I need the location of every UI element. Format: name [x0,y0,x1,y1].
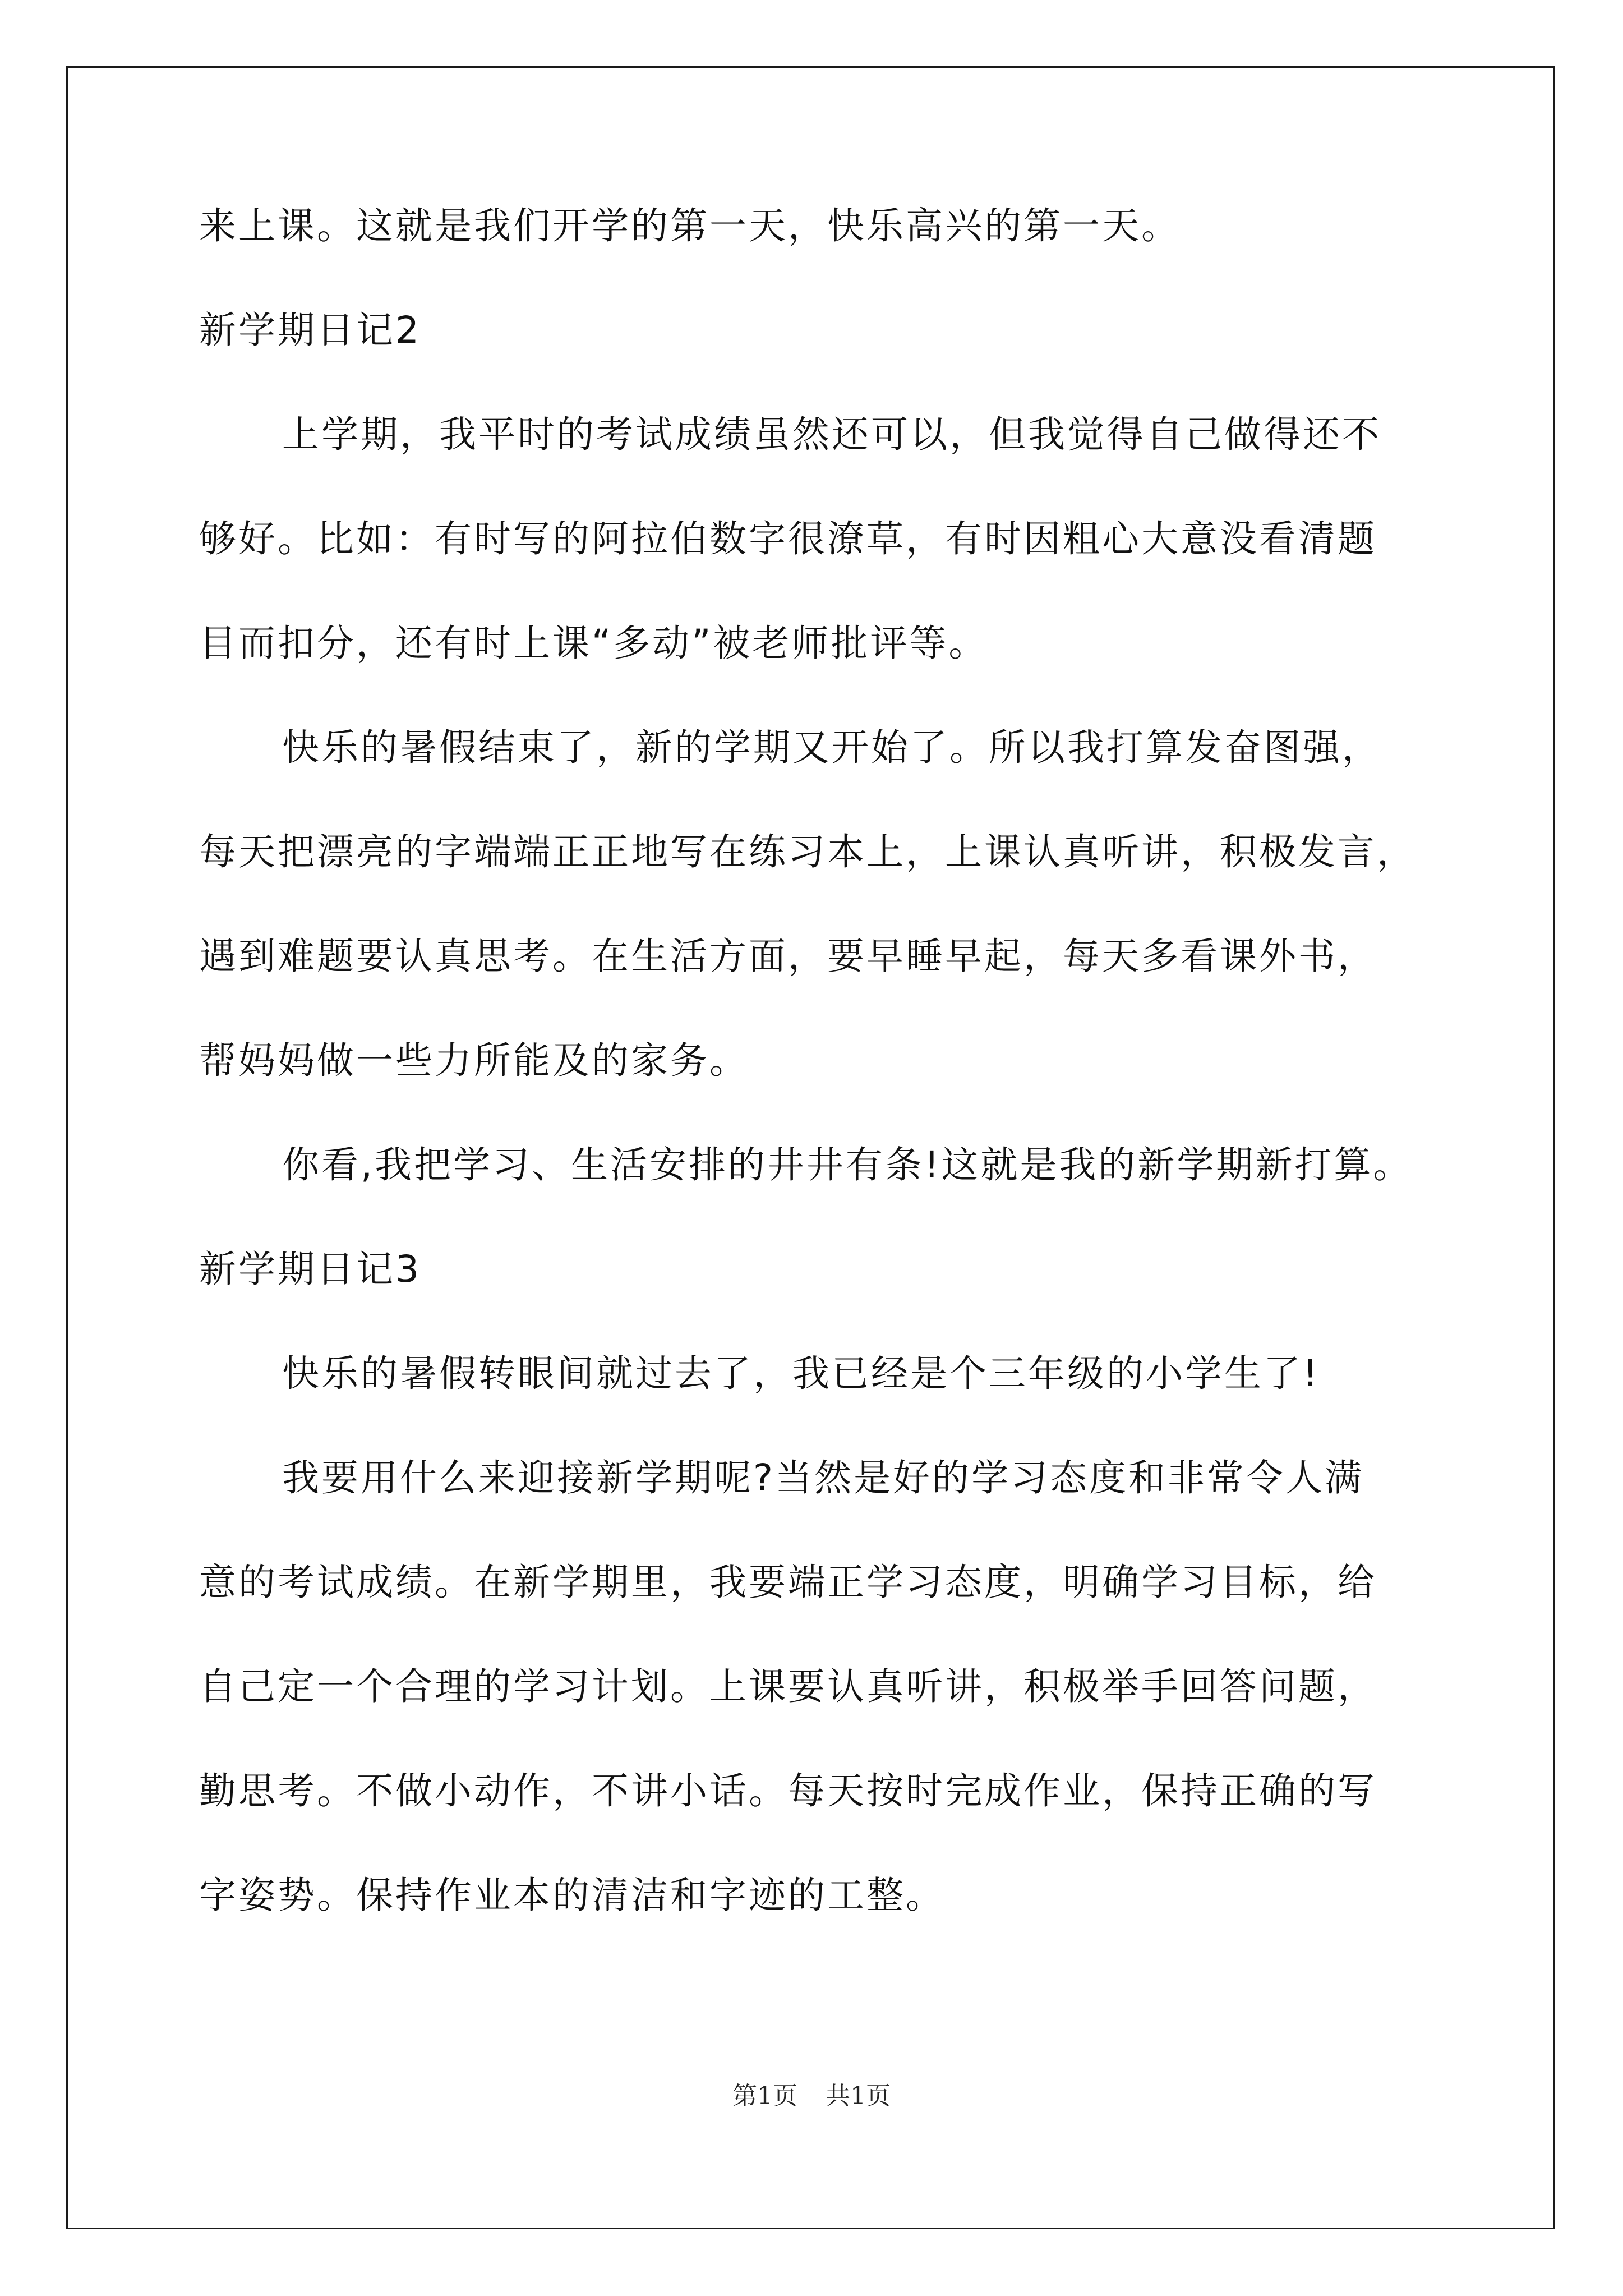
page-footer [0,2076,1623,2111]
body-line: 帮妈妈做一些力所能及的家务。 [199,1039,749,1082]
paragraph-line: 快乐的暑假结束了，新的学期又开始了。所以我打算发奋图强， [282,726,1381,769]
paragraph-line: 快乐的暑假转眼间就过去了，我已经是个三年级的小学生了! [282,1352,1320,1395]
body-line: 遇到难题要认真思考。在生活方面，要早睡早起，每天多看课外书， [199,935,1377,978]
document-body [199,204,1467,1981]
paragraph-line: 我要用什么来迎接新学期呢?当然是好的学习态度和非常令人满 [282,1456,1364,1499]
body-line: 勤思考。不做小动作，不讲小话。每天按时完成作业，保持正确的写 [199,1769,1377,1812]
body-line: 目而扣分，还有时上课“多动”被老师批评等。 [199,622,988,665]
section-heading: 新学期日记3 [199,1248,421,1291]
body-line: 来上课。这就是我们开学的第一天，快乐高兴的第一天。 [199,204,1181,247]
section-heading: 新学期日记2 [199,309,421,352]
paragraph-line: 你看,我把学习、生活安排的井井有条!这就是我的新学期新打算。 [282,1143,1413,1186]
body-line: 够好。比如：有时写的阿拉伯数字很潦草，有时因粗心大意没看清题 [199,517,1377,560]
body-line: 意的考试成绩。在新学期里，我要端正学习态度，明确学习目标，给 [199,1561,1377,1604]
page-number: 第1页 [732,2082,797,2110]
paragraph-line: 上学期，我平时的考试成绩虽然还可以，但我觉得自己做得还不 [282,413,1381,456]
page-total: 共1页 [826,2082,891,2110]
body-line: 每天把漂亮的字端端正正地写在练习本上，上课认真听讲，积极发言， [199,830,1416,873]
body-line: 自己定一个合理的学习计划。上课要认真听讲，积极举手回答问题， [199,1665,1377,1708]
body-line: 字姿势。保持作业本的清洁和字迹的工整。 [199,1874,945,1917]
